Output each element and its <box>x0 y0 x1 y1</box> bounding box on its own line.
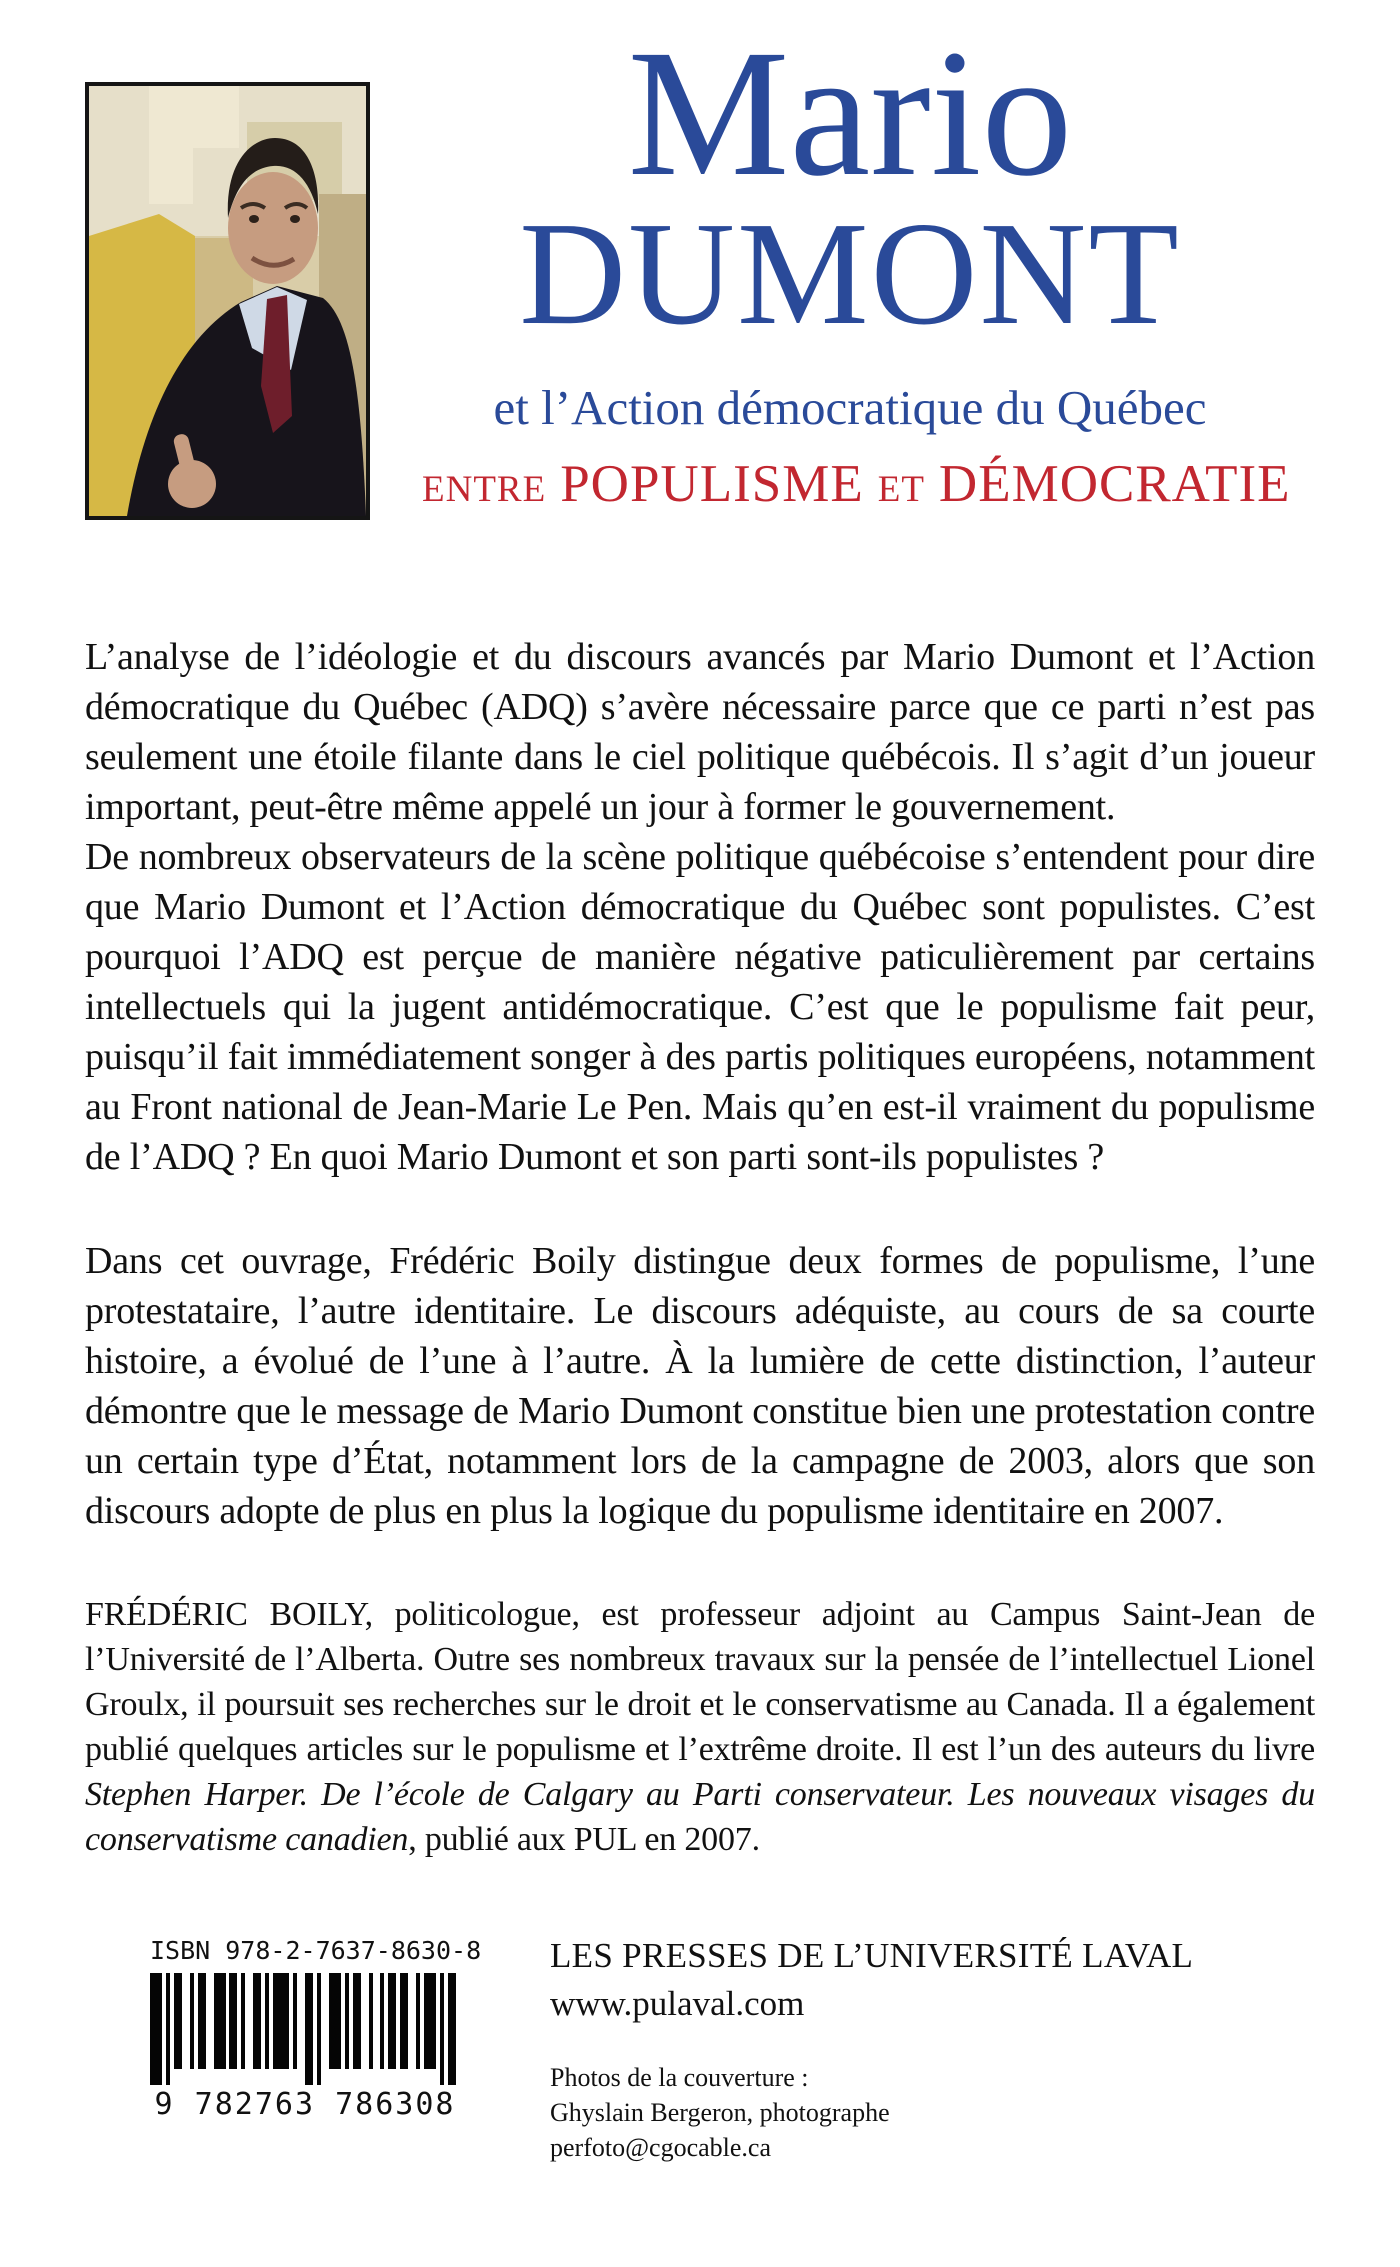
tagline-word-et: ET <box>877 469 925 510</box>
author-photo-illustration <box>89 86 366 516</box>
book-title-first-name: Mario <box>627 13 1073 214</box>
photo-credit-name: Ghyslain Bergeron, photographe <box>550 2098 890 2127</box>
cover-footer <box>0 1936 1400 2165</box>
synopsis-paragraph-1: L’analyse de l’idéologie et du discours avancés par Mario Dumont et l’Action démocratique du Québec (ADQ) s’avère nécessaire parce que ce parti n’est pas seulement une étoile filante dans le ciel politique québécois. Il s’agit d’un joueur important, peut-être même appelé un jour à former le gouvernement. <box>85 636 1315 828</box>
back-cover-text <box>0 632 1400 1862</box>
photo-credit-email: perfoto@cgocable.ca <box>550 2133 771 2162</box>
author-photo <box>85 82 370 520</box>
barcode-bars <box>150 1973 460 2085</box>
barcode <box>150 1936 482 2122</box>
synopsis-paragraph-2: De nombreux observateurs de la scène politique québécoise s’entendent pour dire que Mario Dumont et l’Action démocratique du Québec sont populistes. C’est pourquoi l’ADQ est perçue de manière négative paticulièrement par certains intellectuels qui la jugent antidémocratique. C’est que le populisme fait peur, puisqu’il fait immédiatement songer à des partis politiques européens, notamment au Front national de Jean-Marie Le Pen. Mais qu’en est-il vraiment du populisme de l’ADQ ? En quoi Mario Dumont et son parti sont-ils populistes ? <box>85 836 1315 1178</box>
publisher-block <box>550 1936 1193 2165</box>
author-bio-text: FRÉDÉRIC BOILY, politicologue, est professeur adjoint au Campus Saint-Jean de l’Université de l’Alberta. Outre ses nombreux travaux sur la pensée de l’intellectuel Lionel Groulx, il poursuit ses recherches sur le droit et le conservatisme au Canada. Il a également publié quelques articles sur le populisme et l’extrême droite. Il est l’un des auteurs du livre <box>85 1596 1315 1768</box>
title-block <box>415 13 1291 514</box>
photo-credits <box>550 2060 1193 2165</box>
tagline-word-democratie: DÉMOCRATIE <box>938 455 1291 513</box>
book-subtitle: et l’Action démocratique du Québec <box>493 380 1207 435</box>
tagline-word-populisme: POPULISME <box>560 455 864 513</box>
synopsis-paragraph-3: Dans cet ouvrage, Frédéric Boily distingue deux formes de populisme, l’une protestataire, l’autre identitaire. Le discours adéquiste, au cours de sa courte histoire, a évolué de l’une à l’autre. À la lumière de cette distinction, l’auteur démontre que le message de Mario Dumont constitue bien une protestation contre un certain type d’État, notamment lors de la campagne de 2003, alors que son discours adopte de plus en plus la logique du populisme identitaire en 2007. <box>85 1240 1315 1532</box>
synopsis <box>85 632 1315 1536</box>
book-title-last-name: DUMONT <box>519 192 1181 356</box>
tagline <box>415 454 1291 514</box>
author-bio-text-end: , publié aux PUL en 2007. <box>408 1821 760 1858</box>
publisher-website: www.pulaval.com <box>550 1984 805 2023</box>
tagline-word-entre: ENTRE <box>422 469 547 510</box>
photo-credit-label: Photos de la couverture : <box>550 2063 809 2092</box>
cover-header <box>0 0 1400 632</box>
publisher-name: LES PRESSES DE L’UNIVERSITÉ LAVAL <box>550 1936 1194 1975</box>
author-bio-book-title: Stephen Harper. De l’école de Calgary au Parti conservateur. Les nouveaux visages du conservatisme canadien <box>85 1776 1315 1858</box>
isbn-label: ISBN 978-2-7637-8630-8 <box>150 1936 482 1965</box>
author-bio <box>85 1592 1315 1862</box>
barcode-digits: 9 782763 786308 <box>154 2087 456 2122</box>
